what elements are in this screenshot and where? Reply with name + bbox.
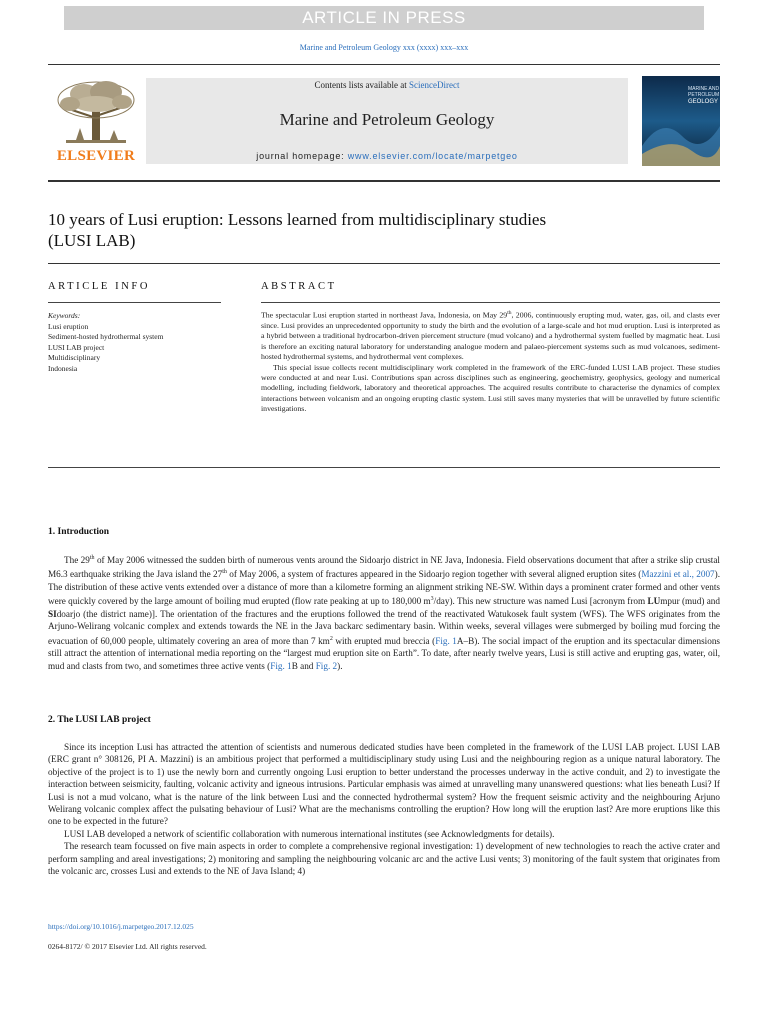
homepage-prefix: journal homepage: [256,151,348,161]
s1-sup: th [222,569,227,576]
s1-text: The 29 [64,555,90,566]
section-1-paragraph [48,552,720,672]
s1-text: mpur (mud) and [660,596,720,607]
journal-header-box [146,78,628,164]
journal-cover-image [642,76,720,166]
abstract-text [261,308,720,415]
contents-prefix: Contents lists available at [314,80,409,90]
cover-icon [642,76,720,166]
abstract-rule [261,302,720,303]
keywords-block [48,311,228,374]
section-2-paragraph-3: The research team focussed on five main aspects in order to complete a comprehensive regional investigation: 1) development of new technologies to reach the active crater and perform sampling and areal investigations; 2) monitoring and sampling the neighbouring volcanic arc and the active Lusi vents; 3) monitoring of the fault system that originates from the volcanic arc, crosses Lusi and extends to the NE of Java Island; 4) [48,841,720,877]
article-info-heading: ARTICLE INFO [48,281,151,292]
figure-link-fig1[interactable]: Fig. 1 [435,635,457,646]
abstract-paragraph-1 [261,308,720,363]
cover-title-3: GEOLOGY [688,99,719,105]
keyword-item: Multidisciplinary [48,353,101,362]
article-title-line2: (LUSI LAB) [48,231,136,250]
reference-link-mazzini-2007[interactable]: Mazzini et al., 2007 [641,569,715,580]
section-2-paragraph-1: Since its inception Lusi has attracted the attention of scientists and numerous dedicated studies have been completed in the framework of the LUSI LAB project. LUSI LAB (ERC grant n° 308126, PI A. Mazzini) is an ambitious project that performed a multidisciplinary study using Lusi and the neighbouring region as a unique natural laboratory. The objective of the project is to 1) use the newly born and currently ongoing Lusi eruption to better understand the processes underway in the active conduit, and 2) to investigate the interaction between seismicity, faulting, volcanic activity and igneous intrusions. Particular emphasis was aimed at unravelling many unanswered questions: what lies beneath Lusi? If Lusi is not a mud volcano, what is the nature of the link between Lusi and the connected hydrothermal system? How the frequent seismic activity and the neighbouring Arjuno Welirang volcanic complex affect the pulsating behaviour of Lusi? What are the mechanisms controlling the eruption? How long will the eruption last? Are more eruptions like this one to be expected in the future? [48,742,720,827]
homepage-link[interactable]: www.elsevier.com/locate/marpetgeo [347,151,518,161]
s1-text: with erupted mud breccia ( [332,635,436,646]
s1-sup: 3 [430,596,434,603]
contents-available [146,80,628,90]
keyword-item: Indonesia [48,363,78,373]
section-2-paragraph-2: LUSI LAB developed a network of scientific collaboration with numerous international institutes (see Acknowledgments for details). [64,828,555,839]
section-1-text [48,552,720,672]
s1-text: of May 2006 witnessed the sudden birth of numerous vents around the Sidoarjo district in NE Java, Indonesia. Field observations document that after a strike slip crustal M6.3 earthquake striking the Java island the 27 [48,555,720,580]
section-2-heading: 2. The LUSI LAB project [48,715,151,725]
s1-text: doarjo (the district name)]. The orientation of the fractures and the eruptions followed the trend of the reactivated Watukosek fault system (WFS). The WFS originates from the Arjuno-Welirang volcanic complex and extends towards the NE in the Java backarc sedimentary basin. Within weeks, several villages were submerged by boiling mud forcing the evacuation of 60,000 people, ultimately covering an area of more than 7 km [48,608,720,646]
abstract-bottom-rule [48,467,720,468]
elsevier-wordmark: ELSEVIER [56,148,136,164]
abstract-p1-a: The spectacular Lusi eruption started in northeast Java, Indonesia, on May 29 [261,310,508,320]
article-in-press-banner: ARTICLE IN PRESS [64,6,704,30]
s1-text: B and [291,660,316,671]
s1-bold: LU [647,596,661,607]
article-title-line1: 10 years of Lusi eruption: Lessons learned from multidisciplinary studies [48,210,547,229]
abstract-heading: ABSTRACT [261,281,337,292]
sciencedirect-link[interactable]: ScienceDirect [409,80,460,90]
journal-citation[interactable]: Marine and Petroleum Geology xxx (xxxx) xxx–xxx [299,43,469,52]
s1-text: ). The distribution of these active vents extended over a distance of more than a kilometre forming an alignment striking NE-SW. Within days a prominent crater formed and other vents were quickly covered by the large amount of boiling mud erupted (flow rate peaking at up to 180,000 m [48,569,721,607]
article-title [48,209,688,251]
issn-copyright: 0264-8172/ © 2017 Elsevier Ltd. All rights reserved. [48,942,207,951]
header-bottom-rule [48,180,720,182]
cover-title-1: MARINE AND [688,86,720,92]
tree-logo-icon [48,78,144,148]
journal-name: Marine and Petroleum Geology [279,110,495,129]
keywords-label: Keywords: [48,311,81,320]
journal-homepage [146,151,628,161]
keyword-item: LUSI LAB project [48,342,105,352]
abstract-p1-sup: th [507,310,512,316]
keyword-item: Lusi eruption [48,321,89,331]
header-top-rule [48,64,720,65]
s1-text: A–B). The social impact of the eruption and its spectacular dimensions still attract the attention of international media reporting on the “largest mud eruption site on Earth”. To date, after nearly twelve years, Lusi is still active and erupting gas, water, oil, mud and clasts from two, and sometimes three active vents ( [48,635,720,671]
abstract-p1-b: , 2006, continuously erupting mud, water, gas, oil, and clasts ever since. Lusi provides an unprecedented opportunity to study the birth and the evolution of a large-scale and hot mud eruption. Lusi is interpreted as a hybrid between a traditional hydrocarbon-driven piercement structure (mud volcano) and a hydrothermal system fuelled by magmatic heat. Lusi is therefore an exciting natural laboratory for understanding analogue modern and palaeo-piercement systems such as mud volcanoes, sediment-hosted hydrothermal systems, and hydrothermal vent complexes. [261,310,720,362]
keyword-item: Sediment-hosted hydrothermal system [48,332,164,341]
s1-sup: 2 [329,635,333,642]
s1-text: of May 2006, a system of fractures appeared in the Sidoarjo region together with several aligned eruption sites ( [226,569,642,580]
s1-text: ). [337,660,343,671]
doi-link[interactable]: https://doi.org/10.1016/j.marpetgeo.2017.12.025 [48,922,194,931]
s1-sup: th [89,555,95,561]
section-1-heading: 1. Introduction [48,527,110,537]
section-2-text [48,741,720,877]
s1-bold: SI [48,608,57,619]
s1-text: /day). This new structure was named Lusi [acronym from [433,596,648,607]
abstract-paragraph-2: This special issue collects recent multidisciplinary work completed in the framework of the ERC-funded LUSI LAB project. These studies were conducted at and near Lusi. Contributions span across disciplines such as engineering, geochemistry, geophysics, geology and numerical modelling, including fieldwork, laboratory and theoretical approaches. The acquired results contribute to characterise the dynamics of complex interactions between volcanism and an ongoing erupting clastic system. Lusi still saves many mysteries that will be unravelled by future scientific investigations. [261,362,720,414]
title-bottom-rule [48,263,720,264]
figure-link-fig2[interactable]: Fig. 2 [315,660,338,671]
cover-title-2: PETROLEUM [688,92,720,98]
article-info-rule [48,302,221,303]
figure-link-fig1b[interactable]: Fig. 1 [270,660,292,671]
